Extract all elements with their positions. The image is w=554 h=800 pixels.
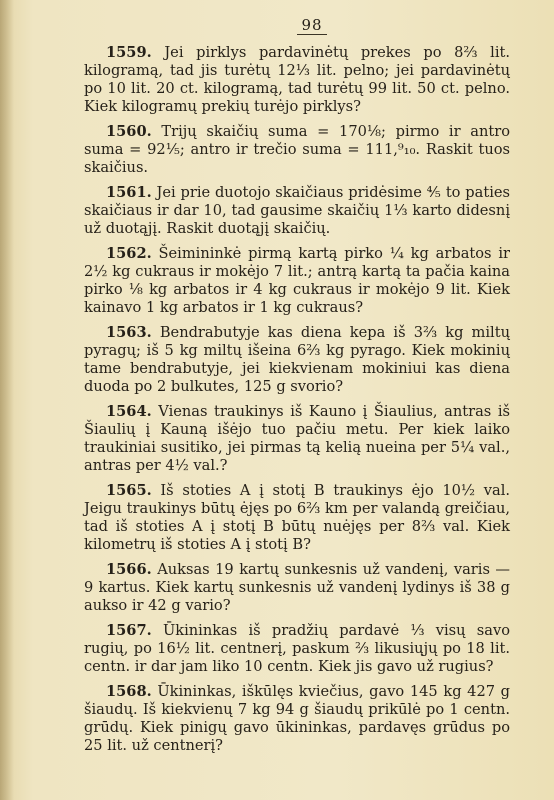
- problem-text: Ūkininkas iš pradžių pardavė ⅓ visų savo rugių, po 16½ lit. centnerį, paskum ⅔ likusiųjų po 18 lit. centn. ir dar jam liko 10 centn. Kiek jis gavo už rugius?: [84, 622, 510, 675]
- problem-number: 1565.: [106, 482, 152, 499]
- problem-number: 1567.: [106, 622, 152, 639]
- problem-1566: [84, 561, 510, 615]
- problem-1563: [84, 324, 510, 396]
- problem-text: Jei prie duotojo skaičiaus pridėsime ⅘ to paties skaičiaus ir dar 10, tad gausime skaičių 1⅓ karto didesnį už duotąjį. Raskit duotąjį skaičių.: [84, 184, 510, 237]
- problem-text: Vienas traukinys iš Kauno į Šiaulius, antras iš Šiaulių į Kauną išėjo tuo pačiu metu. Per kiek laiko traukiniai susitiko, jei pirmas tą kelią nueina per 5¼ val., antras per 4½ val.?: [84, 403, 510, 474]
- problem-number: 1559.: [106, 44, 152, 61]
- problem-1567: [84, 622, 510, 676]
- problem-number: 1568.: [106, 683, 152, 700]
- problem-text: Ūkininkas, iškūlęs kviečius, gavo 145 kg 427 g šiaudų. Iš kiekvienų 7 kg 94 g šiaudų prikūlė po 1 centn. grūdų. Kiek pinigų gavo ūkininkas, pardavęs grūdus po 25 lit. už centnerį?: [84, 683, 510, 754]
- problem-1561: [84, 184, 510, 238]
- page-number: 98: [84, 16, 510, 34]
- problem-number: 1564.: [106, 403, 152, 420]
- problem-text: Auksas 19 kartų sunkesnis už vandenį, varis — 9 kartus. Kiek kartų sunkesnis už vandenį lydinys iš 38 g aukso ir 42 g vario?: [84, 561, 511, 614]
- problem-number: 1563.: [106, 324, 152, 341]
- problem-text: Šeimininkė pirmą kartą pirko ¼ kg arbatos ir 2½ kg cukraus ir mokėjo 7 lit.; antrą kartą ta pačia kaina pirko ⅛ kg arbatos ir 4 kg cukraus ir mokėjo 9 lit. Kiek kainavo 1 kg arbatos ir 1 kg cukraus?: [84, 245, 510, 316]
- problem-number: 1562.: [106, 245, 152, 262]
- problem-1564: [84, 403, 510, 475]
- problem-text: Iš stoties A į stotį B traukinys ėjo 10½ val. Jeigu traukinys būtų ėjęs po 6⅔ km per valandą greičiau, tad iš stoties A į stotį B būtų nuėjęs per 8⅔ val. Kiek kilometrų iš stoties A į stotį B?: [84, 482, 511, 553]
- problem-number: 1560.: [106, 123, 152, 140]
- problem-1562: [84, 245, 510, 317]
- problem-1559: [84, 44, 510, 116]
- problem-1568: [84, 683, 510, 755]
- problem-text: Jei pirklys pardavinėtų prekes po 8⅔ lit. kilogramą, tad jis turėtų 12⅓ lit. pelno; jei pardavinėtų po 10 lit. 20 ct. kilogramą, tad turėtų 99 lit. 50 ct. pelno. Kiek kilogramų prekių turėjo pirklys?: [84, 44, 511, 115]
- problem-1560: [84, 123, 510, 177]
- problem-text: Trijų skaičių suma = 170⅛; pirmo ir antro suma = 92⅕; antro ir trečio suma = 111,⁹₁₀. Raskit tuos skaičius.: [84, 123, 510, 176]
- page-edge-shadow: [0, 0, 14, 800]
- problem-number: 1566.: [106, 561, 152, 578]
- problem-number: 1561.: [106, 184, 152, 201]
- problem-1565: [84, 482, 510, 554]
- problem-text: Bendrabutyje kas diena kepa iš 3⅔ kg miltų pyragų; iš 5 kg miltų išeina 6⅔ kg pyrago. Kiek mokinių tame bendrabutyje, jei kiekvienam mokiniui kas diena duoda po 2 bulkutes, 125 g svorio?: [84, 324, 510, 395]
